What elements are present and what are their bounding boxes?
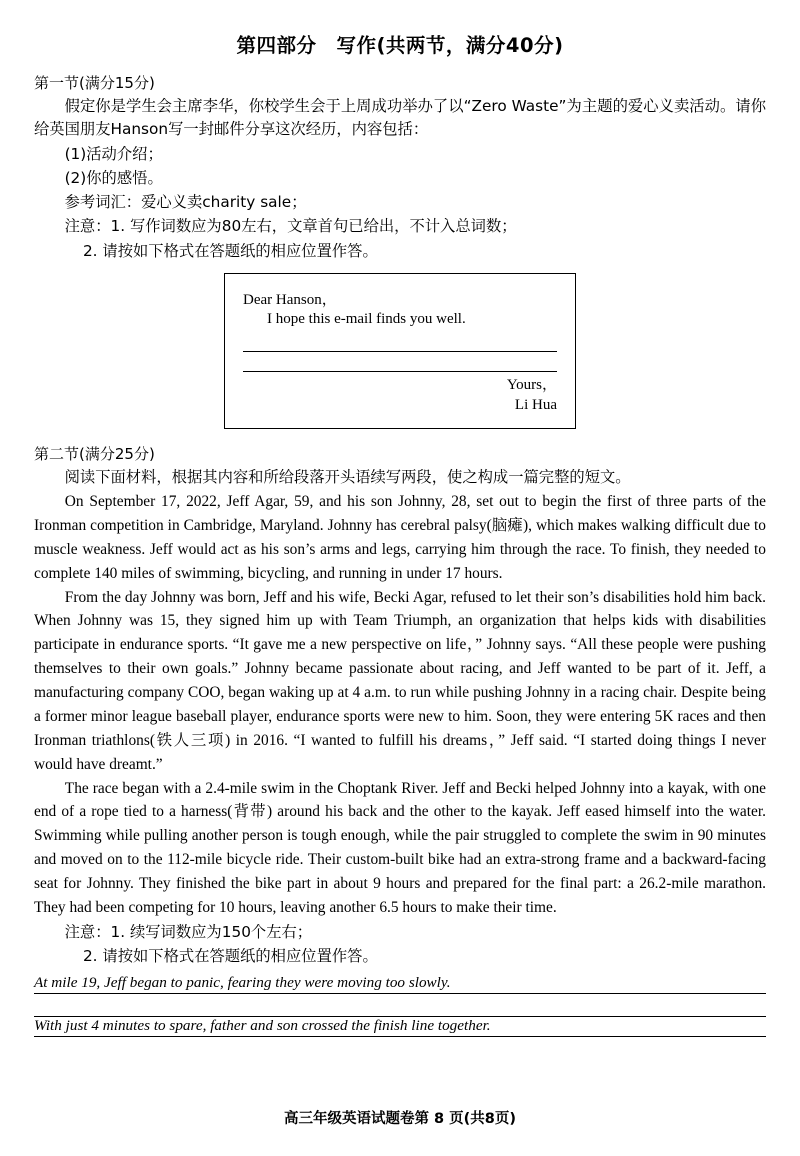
answer-format-box-wrap bbox=[34, 273, 766, 429]
letter-blank-line bbox=[243, 352, 557, 372]
section-1-vocab: 参考词汇：爱心义卖charity sale； bbox=[64, 193, 307, 211]
continuation-row-2 bbox=[34, 1017, 766, 1037]
section-1-prompt: 假定你是学生会主席李华，你校学生会于上周成功举办了以“Zero Waste”为主题的爱心义卖活动。请你给英国朋友Hanson写一封邮件分享这次经历，内容包括： bbox=[34, 97, 766, 139]
section-1-note-2: 2. 请按如下格式在答题纸的相应位置作答。 bbox=[82, 241, 378, 260]
reading-paragraph-2: From the day Johnny was born, Jeff and his wife, Becki Agar, refused to let their son’s disabilities hold him back. When Johnny was 15, they signed him up with Team Triumph, an organization that helps kids with disabilities participate in endurance sports. “It gave me a new perspective on life，” Johnny says. “All these people were pushing themselves to their own goals.” Johnny became passionate about racing, and Jeff wanted to be part of it. Jeff, a manufacturing company COO, began waking up at 4 a.m. to run while pushing Johnny in a racing chair. Despite being a former minor league baseball player, endurance sports were new to him. Soon, they were entering 5K races and then Ironman triathlons(铁人三项) in 2016. “I wanted to fulfill his dreams，” Jeff said. “I started doing things I never would have dreamt.” bbox=[34, 588, 766, 773]
section-1-heading: 第一节(满分15分) bbox=[34, 74, 155, 92]
reading-paragraph-1: On September 17, 2022, Jeff Agar, 59, and his son Johnny, 28, set out to begin the first of three parts of the Ironman competition in Cambridge, Maryland. Johnny has cerebral palsy(脑瘫), which makes walking difficult due to muscle weakness. Jeff would act as his son’s arms and legs, carrying him through the race. To finish, they needed to complete 140 miles of swimming, bicycling, and running in under 17 hours. bbox=[34, 493, 766, 582]
letter-blank-line bbox=[243, 332, 557, 352]
letter-signature: Li Hua bbox=[514, 397, 557, 413]
section-2-prompt: 阅读下面材料，根据其内容和所给段落开头语续写两段，使之构成一篇完整的短文。 bbox=[64, 467, 631, 486]
continuation-row-1 bbox=[34, 974, 766, 994]
continuation-prompt-1: At mile 19, Jeff began to panic, fearing they were moving too slowly. bbox=[34, 974, 451, 992]
continuation-blank-line bbox=[34, 994, 766, 1017]
continuation-block bbox=[34, 974, 766, 1037]
section-2-note-1: 注意：1. 续写词数应为150个左右； bbox=[64, 922, 313, 941]
continuation-prompt-2: With just 4 minutes to spare, father and son crossed the finish line together. bbox=[34, 1017, 491, 1035]
section-1-point-2: (2)你的感悟。 bbox=[64, 168, 163, 187]
letter-sign-off: Yours， bbox=[506, 376, 557, 393]
letter-greeting: Dear Hanson， bbox=[243, 291, 337, 308]
section-1-note-1: 注意：1. 写作词数应为80左右，文章首句已给出，不计入总词数； bbox=[64, 217, 517, 236]
reading-paragraph-3: The race began with a 2.4-mile swim in the Choptank River. Jeff and Becki helped Johnny into a kayak, with one end of a rope tied to a harness(背带) around his back and the other to the kayak. Jeff eased himself into the water. Swimming while pulling another person is tough enough, while the pair struggled to complete the swim in 90 minutes and moved on to the 112-mile bicycle ride. Their custom-built bike had an extra-strong frame and a backward-facing seat for Johnny. They finished the bike part in about 9 hours and prepared for the final part: a 26.2-mile marathon. They had been competing for 10 hours, leaving another 6.5 hours to make their time. bbox=[34, 779, 766, 916]
section-1-point-1: (1)活动介绍； bbox=[64, 144, 163, 163]
page-footer: 高三年级英语试题卷第 8 页(共8页) bbox=[283, 1111, 517, 1127]
letter-opening-line: I hope this e-mail finds you well. bbox=[267, 310, 466, 327]
page-title: 第四部分 写作(共两节，满分40分) bbox=[236, 34, 564, 57]
letter-answer-box bbox=[224, 273, 576, 429]
section-2-heading: 第二节(满分25分) bbox=[34, 444, 155, 463]
section-2-note-2: 2. 请按如下格式在答题纸的相应位置作答。 bbox=[82, 947, 378, 965]
